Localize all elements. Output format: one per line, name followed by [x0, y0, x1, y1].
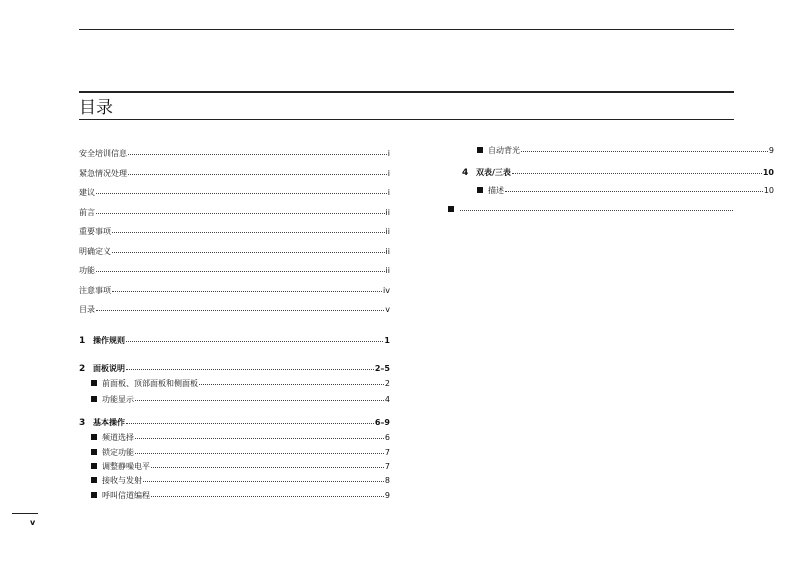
toc-entry-label: 紧急情况处理: [79, 169, 127, 178]
toc-entry[interactable]: [79, 169, 390, 179]
toc-subentry[interactable]: [91, 476, 390, 486]
footer-rule: [12, 513, 38, 514]
dot-leader: [199, 384, 384, 385]
dot-leader: [505, 191, 763, 192]
square-bullet-icon: [91, 449, 97, 455]
dot-leader: [151, 467, 384, 468]
dot-leader: [135, 400, 384, 401]
toc-entry[interactable]: [79, 188, 390, 198]
square-bullet-icon: [91, 492, 97, 498]
toc-entry[interactable]: [79, 305, 390, 315]
toc-entry-page: 8: [384, 476, 390, 485]
toc-entry-page: 2–5: [374, 364, 390, 373]
toc-entry-label: 操作规则: [93, 336, 125, 345]
toc-entry-label: 目录: [79, 305, 95, 314]
toc-subentry[interactable]: [448, 206, 734, 212]
chapter-number: 4: [462, 168, 469, 178]
toc-entry-page: 1: [384, 336, 390, 345]
dot-leader: [128, 154, 387, 155]
toc-entry[interactable]: [79, 266, 390, 276]
toc-entry-page: i: [387, 149, 390, 158]
toc-entry-page: ii: [385, 266, 390, 275]
square-bullet-icon: [91, 396, 97, 402]
toc-entry-page: 9: [768, 146, 774, 155]
dot-leader: [460, 210, 733, 211]
toc-entry-label: 调整静噪电平: [102, 462, 150, 471]
page-title: 目录: [79, 98, 113, 118]
toc-chapter[interactable]: [79, 336, 390, 346]
toc-entry-label: 明确定义: [79, 247, 111, 256]
square-bullet-icon: [91, 463, 97, 469]
dot-leader: [96, 193, 387, 194]
toc-chapter[interactable]: [79, 418, 390, 428]
toc-chapter[interactable]: [79, 364, 390, 374]
toc-entry-label: 功能: [79, 266, 95, 275]
toc-entry-page: 2: [384, 379, 390, 388]
toc-entry-page: i: [387, 188, 390, 197]
dot-leader: [112, 232, 385, 233]
toc-entry[interactable]: [79, 227, 390, 237]
toc-entry-page: 7: [384, 448, 390, 457]
toc-entry[interactable]: [79, 247, 390, 257]
toc-entry-page: 4: [384, 395, 390, 404]
dot-leader: [135, 438, 384, 439]
toc-entry[interactable]: [79, 208, 390, 218]
toc-entry-page: iv: [383, 286, 390, 295]
toc-subentry[interactable]: [91, 433, 390, 443]
toc-subentry[interactable]: [477, 146, 774, 156]
square-bullet-icon: [477, 147, 483, 153]
dot-leader: [112, 291, 382, 292]
toc-entry-label: 建议: [79, 188, 95, 197]
toc-entry-label: 自动背光: [488, 146, 520, 155]
footer-page-number: v: [30, 518, 36, 527]
dot-leader: [143, 481, 384, 482]
toc-entry-page: 10: [762, 168, 774, 177]
toc-entry-page: 7: [384, 462, 390, 471]
title-bottom-rule: [79, 119, 734, 120]
toc-entry-page: i: [387, 169, 390, 178]
toc-entry-label: 注意事项: [79, 286, 111, 295]
square-bullet-icon: [91, 434, 97, 440]
toc-entry-page: ii: [385, 208, 390, 217]
toc-entry-label: 安全培训信息: [79, 149, 127, 158]
chapter-number: 3: [79, 418, 86, 428]
dot-leader: [135, 453, 384, 454]
toc-subentry[interactable]: [91, 395, 390, 405]
square-bullet-icon: [91, 380, 97, 386]
toc-entry-page: ii: [385, 227, 390, 236]
dot-leader: [96, 310, 384, 311]
toc-subentry[interactable]: [91, 448, 390, 458]
toc-entry-label: 重要事项: [79, 227, 111, 236]
title-top-rule: [79, 91, 734, 93]
dot-leader: [521, 151, 768, 152]
toc-entry[interactable]: [79, 149, 390, 159]
dot-leader: [96, 271, 385, 272]
toc-entry-label: 双表/三表: [476, 168, 511, 177]
square-bullet-icon: [477, 187, 483, 193]
header-top-rule: [79, 29, 734, 30]
toc-entry-page: 6–9: [374, 418, 390, 427]
toc-subentry[interactable]: [91, 491, 390, 501]
toc-entry-page: ii: [385, 247, 390, 256]
dot-leader: [151, 496, 384, 497]
toc-entry-label: 接收与发射: [102, 476, 142, 485]
dot-leader: [128, 174, 387, 175]
toc-subentry[interactable]: [91, 462, 390, 472]
dot-leader: [112, 252, 385, 253]
dot-leader: [126, 423, 374, 424]
chapter-number: 2: [79, 364, 86, 374]
dot-leader: [126, 369, 374, 370]
dot-leader: [512, 173, 762, 174]
square-bullet-icon: [448, 206, 454, 212]
toc-subentry[interactable]: [91, 379, 390, 389]
toc-entry-label: 频道选择: [102, 433, 134, 442]
square-bullet-icon: [91, 477, 97, 483]
toc-entry-label: 前面板、顶部面板和侧面板: [102, 379, 198, 388]
toc-entry-label: 面板说明: [93, 364, 125, 373]
toc-entry-page: v: [385, 305, 390, 314]
toc-entry-page: 9: [384, 491, 390, 500]
toc-entry-label: 功能显示: [102, 395, 134, 404]
toc-entry-label: 前言: [79, 208, 95, 217]
dot-leader: [96, 213, 385, 214]
toc-subentry[interactable]: [477, 186, 774, 196]
chapter-number: 1: [79, 336, 86, 346]
dot-leader: [126, 341, 383, 342]
toc-entry-label: 基本操作: [93, 418, 125, 427]
toc-entry-label: 锁定功能: [102, 448, 134, 457]
toc-chapter[interactable]: [462, 168, 774, 178]
toc-entry-label: 描述: [488, 186, 504, 195]
toc-entry-label: 呼叫信道编程: [102, 491, 150, 500]
toc-entry-page: 10: [763, 186, 774, 195]
toc-entry-page: 6: [384, 433, 390, 442]
toc-entry[interactable]: [79, 286, 390, 296]
